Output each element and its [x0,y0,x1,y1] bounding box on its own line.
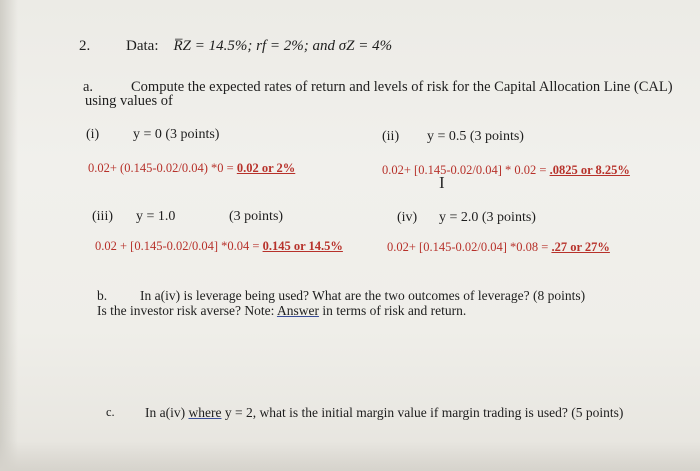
item-i-label: (i) [86,127,100,142]
part-b-line2-post: in terms of risk and return. [318,303,467,318]
item-iii-equation: y = 1.0 [136,209,176,224]
item-iv-equation: y = 2.0 (3 points) [439,210,536,225]
part-a-prompt-line2: using values of [85,93,173,109]
data-label: Data: [126,38,159,54]
item-iii-label: (iii) [92,209,113,224]
part-c-where-word: where [188,405,222,420]
page-shadow-bottom [0,441,700,471]
item-iv-label: (iv) [397,210,418,225]
item-ii-work [382,163,630,178]
text-cursor-icon: I [439,173,445,192]
item-iii-points: (3 points) [229,209,284,224]
part-b-label: b. [97,288,108,303]
part-b-prompt-line2 [97,303,466,319]
item-ii-label: (ii) [382,129,400,144]
part-b-prompt-line1: In a(iv) is leverage being used? What are the two outcomes of leverage? (8 points) [140,288,586,303]
item-ii-answer: .0825 or 8.25% [549,163,630,177]
item-iii-answer: 0.145 or 14.5% [262,239,343,253]
part-c-prompt [145,405,623,421]
part-b-line2-pre: Is the investor risk averse? Note: [97,303,277,318]
item-i-equation: y = 0 (3 points) [133,127,220,142]
item-iii-work [95,239,343,254]
data-values: R̅Z = 14.5%; rf = 2%; and σZ = 4% [173,38,393,54]
part-a-prompt-line1: Compute the expected rates of return and levels of risk for the Capital Allocation Line (CAL) [131,79,673,95]
item-iv-work-text: 0.02+ [0.145-0.02/0.04] *0.08 = [387,240,552,254]
part-c-text-post: y = 2, what is the initial margin value if margin trading is used? (5 points) [221,405,624,420]
item-i-work-text: 0.02+ (0.145-0.02/0.04) *0 = [88,161,237,175]
item-ii-equation: y = 0.5 (3 points) [427,129,524,144]
part-c-label: c. [106,405,115,419]
question-number: 2. [79,38,91,54]
part-a-label: a. [83,79,94,95]
item-i-answer: 0.02 or 2% [236,161,296,175]
item-ii-work-text: 0.02+ [0.145-0.02/0.04] * 0.02 = [382,163,550,177]
data-line [126,38,392,55]
item-iv-answer: .27 or 27% [551,240,610,254]
part-b-answer-word: Answer [276,303,319,318]
item-iii-work-text: 0.02 + [0.145-0.02/0.04] *0.04 = [95,239,263,253]
item-i-work [88,161,295,176]
item-iv-work [387,240,610,255]
page-shadow-left [0,0,18,471]
part-c-text-pre: In a(iv) [145,405,189,420]
